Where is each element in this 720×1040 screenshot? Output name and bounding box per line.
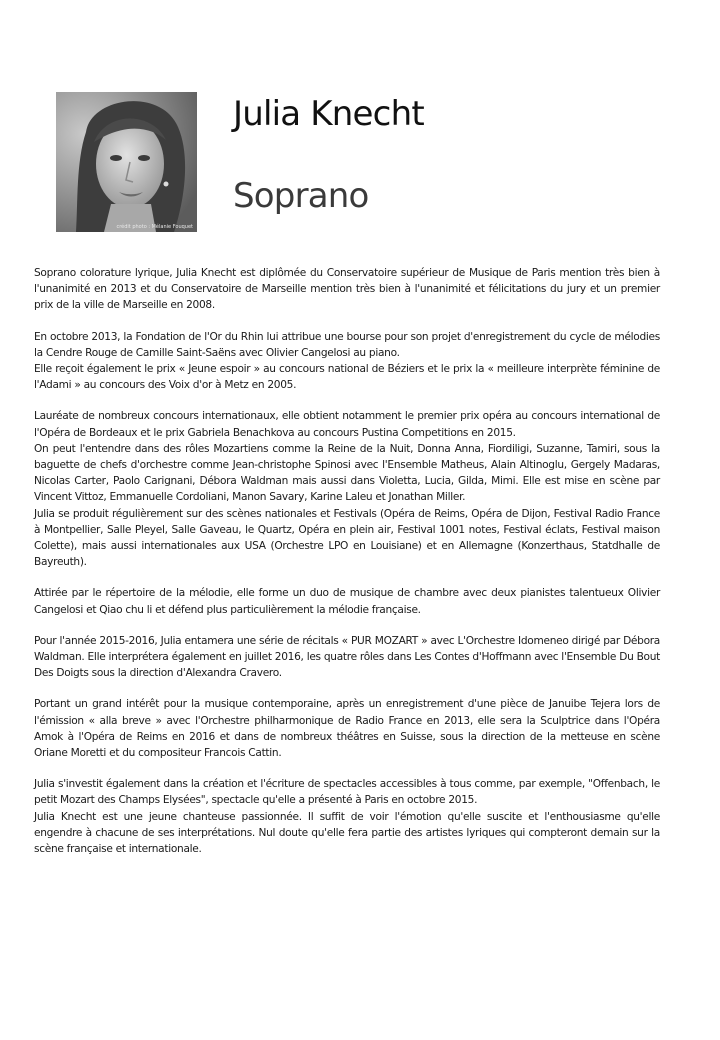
artist-voice-type: Soprano — [233, 176, 369, 216]
bio-text: Elle reçoit également le prix « Jeune espoir » au concours national de Béziers et le prix la « meilleure interprète féminine de l'Adami » au concours des Voix d'or à Metz en 2005. — [34, 363, 660, 392]
bio-paragraph — [34, 696, 660, 761]
portrait-photo — [56, 92, 197, 232]
bio-paragraph — [34, 633, 660, 682]
bio-paragraph — [34, 329, 660, 394]
bio-text: Julia se produit régulièrement sur des scènes nationales et Festivals (Opéra de Reims, Opéra de Dijon, Festival Radio France à Montpellier, Salle Pleyel, Salle Gaveau, le Quartz, Opéra en plein air, Festival 1001 notes, Festival éclats, Festival maison Colette), mais aussi internationales aux USA (Orchestre LPO en Louisiane) et en Allemagne (Konzerthaus, Statdhalle de Bayreuth). — [34, 507, 660, 569]
bio-text: Soprano colorature lyrique, Julia Knecht est diplômée du Conservatoire supérieur de Musique de Paris mention très bien à l'unanimité en 2013 et du Conservatoire de Marseille mention très bien à l'unanimité et félicitations du jury et un premier prix de la ville de Marseille en 2008. — [34, 267, 660, 312]
bio-text: En octobre 2013, la Fondation de l'Or du Rhin lui attribue une bourse pour son projet d'enregistrement du cycle de mélodies la Cendre Rouge de Camille Saint-Saëns avec Olivier Cangelosi au piano. — [34, 330, 660, 359]
bio-text: On peut l'entendre dans des rôles Mozartiens comme la Reine de la Nuit, Donna Anna, Fiordiligi, Suzanne, Tamiri, sous la baguette de chefs d'orchestre comme Jean-christophe Spinosi avec l'Ensemble Matheus, Alain Altinoglu, Gergely Madaras, Nicolas Carter, Paolo Carignani, Débora Waldman mais aussi dans Violetta, Lucia, Gilda, Mimi. Elle est mise en scène par Vincent Vittoz, Emmanuelle Cordoliani, Manon Savary, Karine Laleu et Jonathan Miller. — [34, 442, 660, 504]
photo-credit: crédit photo : Mélanie Fouquet — [116, 224, 193, 230]
biography — [34, 265, 660, 872]
bio-text: Julia Knecht est une jeune chanteuse passionnée. Il suffit de voir l'émotion qu'elle suscite et l'enthousiasme qu'elle engendre à chacune de ses interprétations. Nul doute qu'elle fera partie des artistes lyriques qui compteront demain sur la scène française et internationale. — [34, 810, 660, 856]
bio-paragraph — [34, 776, 660, 857]
bio-paragraph — [34, 265, 660, 314]
portrait-image — [56, 92, 197, 232]
bio-text: Pour l'année 2015-2016, Julia entamera une série de récitals « PUR MOZART » avec L'Orchestre Idomeneo dirigé par Débora Waldman. Elle interprétera également en juillet 2016, les quatre rôles dans Les Contes d'Hoffmann avec l'Ensemble Du Bout Des Doigts sous la direction d'Alexandra Cravero. — [34, 634, 660, 680]
bio-text: Lauréate de nombreux concours internationaux, elle obtient notamment le premier prix opéra au concours international de l'Opéra de Bordeaux et le prix Gabriela Benachkova au concours Pustina Competitions en 2015. — [34, 410, 660, 439]
bio-text: Portant un grand intérêt pour la musique contemporaine, après un enregistrement d'une pièce de Januibe Tejera lors de l'émission « alla breve » avec l'Orchestre philharmonique de Radio France en 2013, elle sera la Sculptrice dans l'Opéra Amok à l'Opéra de Reims en 2016 et dans de nombreux théâtres en Suisse, sous la direction de la metteuse en scène Oriane Moretti et du compositeur Francois Cattin. — [34, 698, 660, 760]
bio-paragraph — [34, 585, 660, 617]
bio-text: Attirée par le répertoire de la mélodie, elle forme un duo de musique de chambre avec deux pianistes talentueux Olivier Cangelosi et Qiao chu li et défend plus particulièrement la mélodie française. — [34, 587, 660, 616]
bio-text: Julia s'investit également dans la création et l'écriture de spectacles accessibles à tous comme, par exemple, "Offenbach, le petit Mozart des Champs Elysées", spectacle qu'elle a présenté à Paris en octobre 2015. — [34, 778, 660, 807]
artist-name: Julia Knecht — [233, 94, 424, 134]
bio-paragraph — [34, 408, 660, 570]
